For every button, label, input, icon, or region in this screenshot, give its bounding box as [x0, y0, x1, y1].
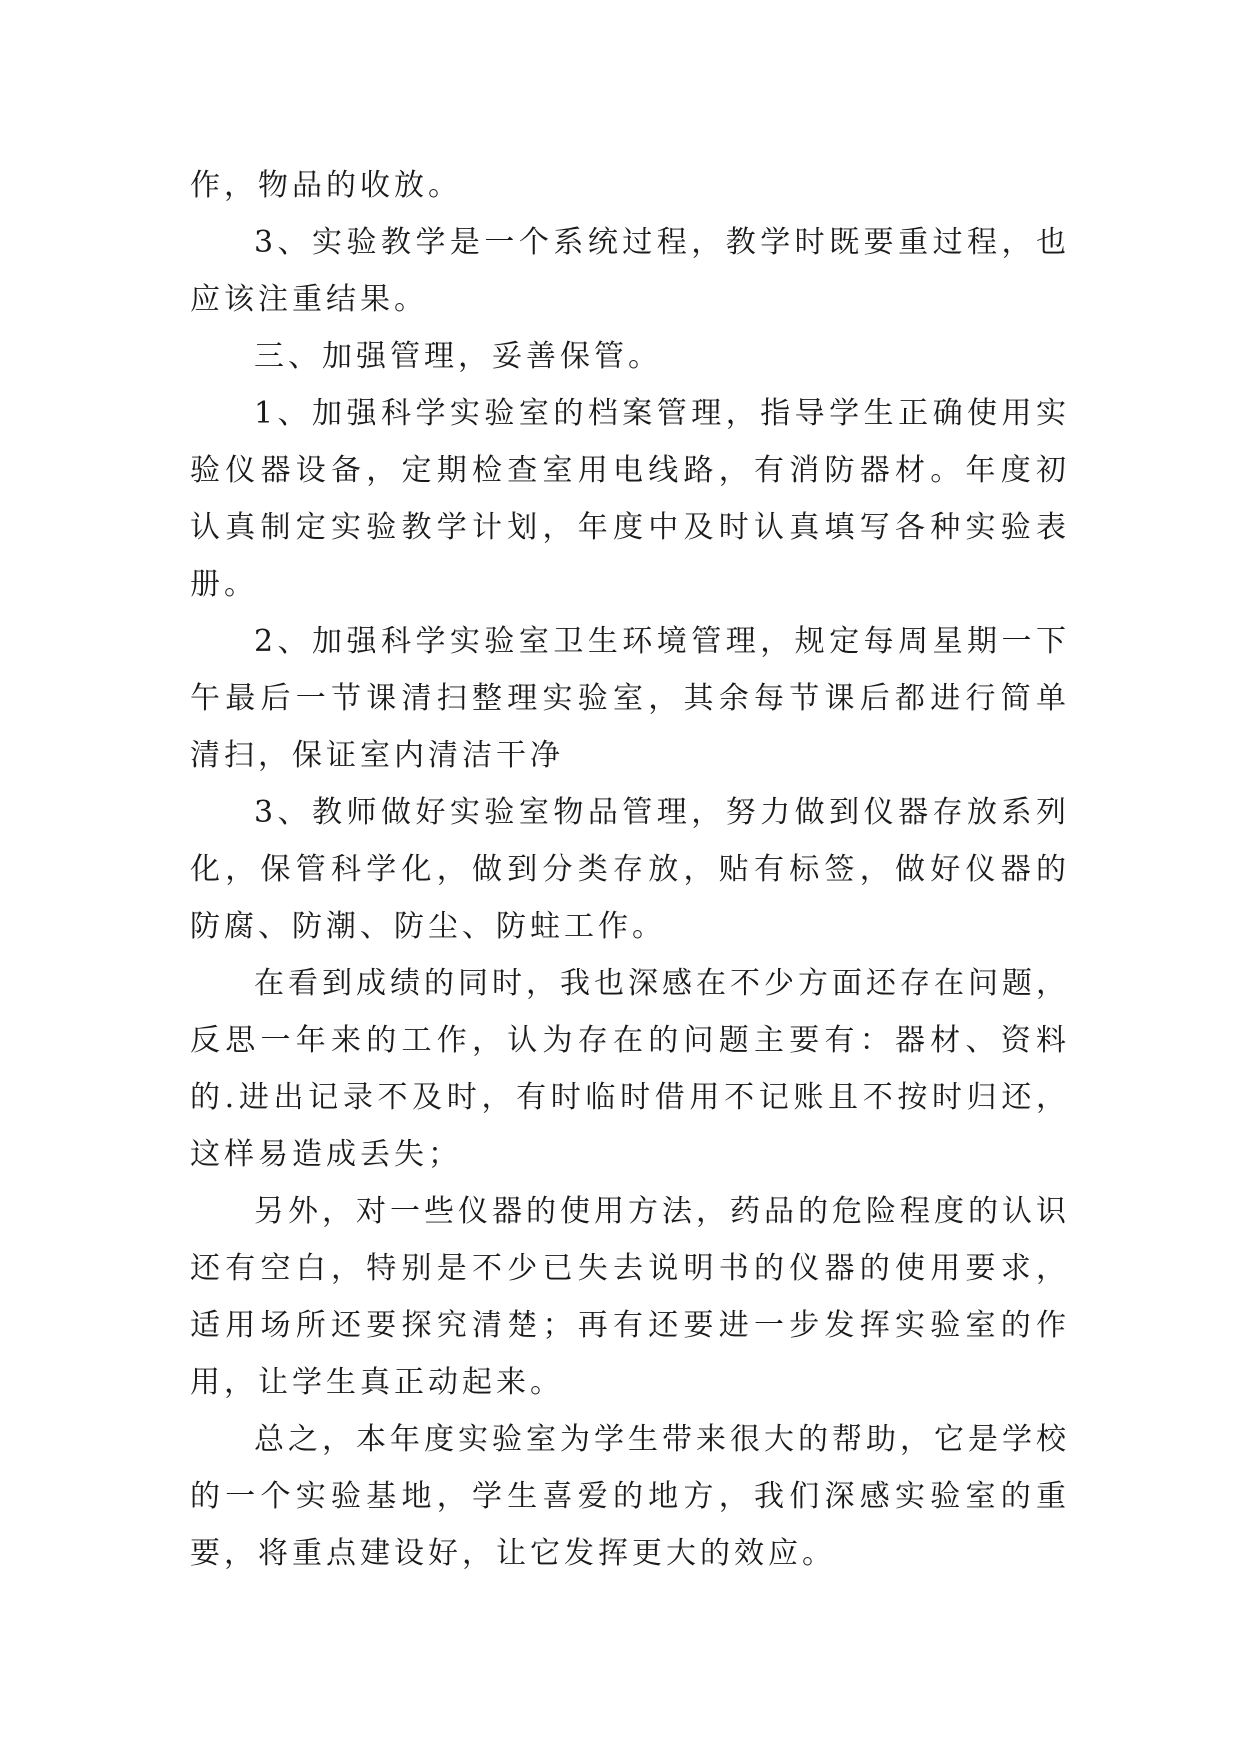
paragraph-item-2-hygiene: 2、加强科学实验室卫生环境管理，规定每周星期一下午最后一节课清扫整理实验室，其余每节课后都进行简单清扫，保证室内清洁干净: [190, 624, 1070, 773]
paragraph-conclusion: 总之，本年度实验室为学生带来很大的帮助，它是学校的一个实验基地，学生喜爱的地方，我们深感实验室的重要，将重点建设好，让它发挥更大的效应。: [190, 1422, 1070, 1571]
paragraph-item-3-storage: 3、教师做好实验室物品管理，努力做到仪器存放系列化，保管科学化，做到分类存放，贴有标签，做好仪器的防腐、防潮、防尘、防蛀工作。: [190, 795, 1070, 944]
paragraph-item-3-results: 3、实验教学是一个系统过程，教学时既要重过程，也应该注重结果。: [190, 225, 1070, 317]
paragraph-continuation: 作，物品的收放。: [190, 168, 462, 203]
document-body: [190, 157, 1070, 1582]
section-heading-management: 三、加强管理，妥善保管。: [254, 339, 662, 374]
paragraph-item-1-archives: 1、加强科学实验室的档案管理，指导学生正确使用实验仪器设备，定期检查室用电线路，有消防器材。年度初认真制定实验教学计划，年度中及时认真填写各种实验表册。: [190, 396, 1070, 602]
paragraph-problems: 在看到成绩的同时，我也深感在不少方面还存在问题，反思一年来的工作，认为存在的问题主要有：器材、资料的.进出记录不及时，有时临时借用不记账且不按时归还，这样易造成丢失；: [190, 966, 1070, 1172]
paragraph-additional-issues: 另外，对一些仪器的使用方法，药品的危险程度的认识还有空白，特别是不少已失去说明书的仪器的使用要求，适用场所还要探究清楚；再有还要进一步发挥实验室的作用，让学生真正动起来。: [190, 1194, 1070, 1400]
